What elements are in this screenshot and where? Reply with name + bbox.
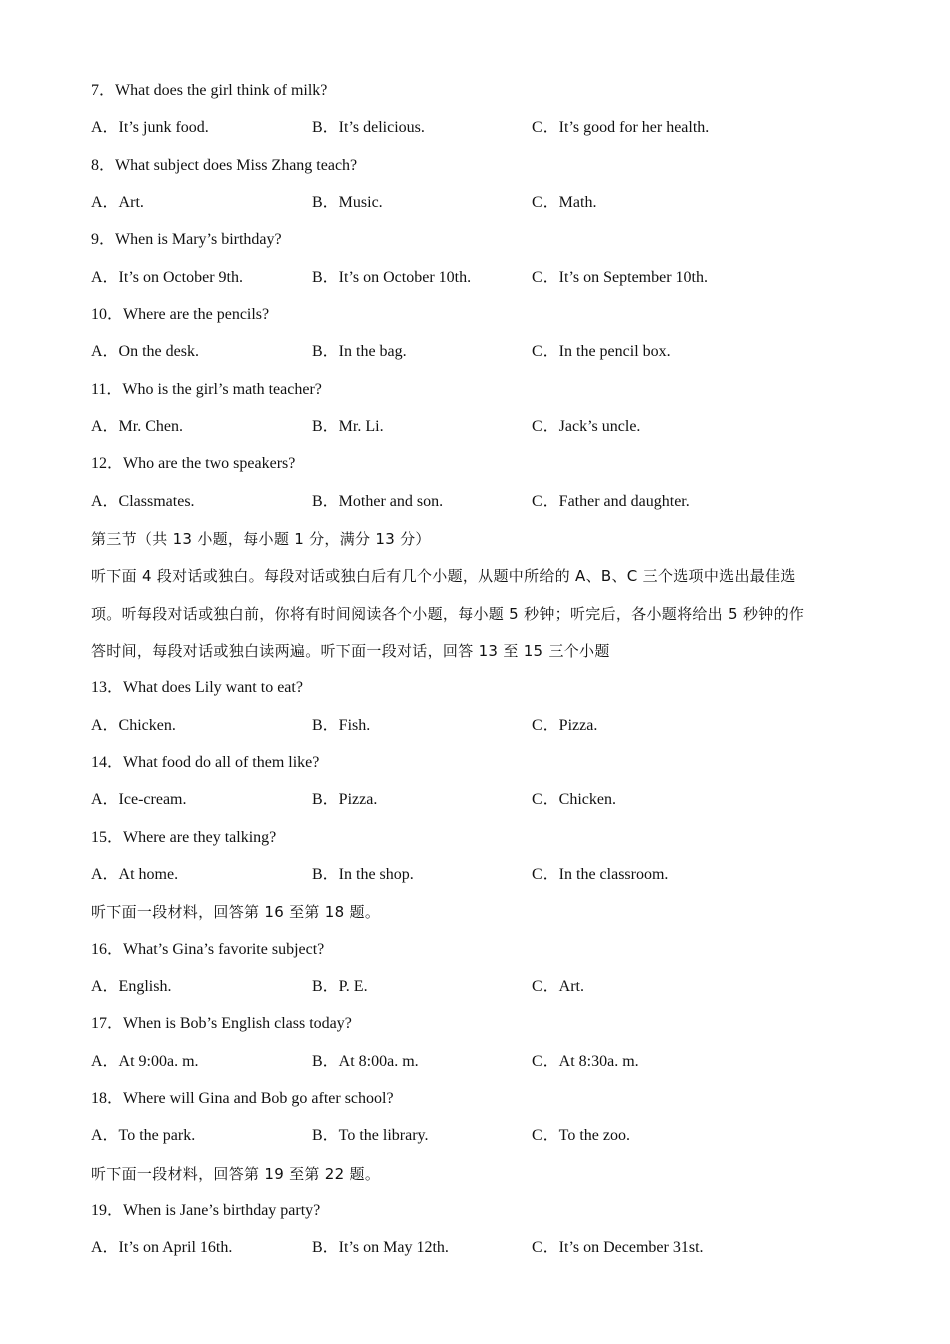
option-a: A．Chicken. — [91, 717, 176, 734]
option-c: C．It’s good for her health. — [532, 119, 710, 136]
option-a: A．It’s on October 9th. — [91, 269, 243, 286]
options-row — [91, 864, 870, 886]
options-row — [91, 789, 870, 811]
question-13: 13．What does Lily want to eat? — [91, 679, 303, 696]
option-b: B．Mr. Li. — [312, 418, 384, 435]
option-c: C．At 8:30a. m. — [532, 1053, 639, 1070]
option-b: B．To the library. — [312, 1127, 429, 1144]
option-b: B．It’s on October 10th. — [312, 269, 472, 286]
option-b: B．It’s delicious. — [312, 119, 425, 136]
option-c: C．In the pencil box. — [532, 343, 671, 360]
question-16: 16．What’s Gina’s favorite subject? — [91, 941, 325, 958]
option-c: C．In the classroom. — [532, 866, 669, 883]
options-row — [91, 341, 870, 363]
question-18: 18．Where will Gina and Bob go after school? — [91, 1090, 394, 1107]
question-12: 12．Who are the two speakers? — [91, 455, 296, 472]
option-a: A．To the park. — [91, 1127, 196, 1144]
option-b: B．P. E. — [312, 978, 368, 995]
options-row — [91, 1051, 870, 1073]
option-b: B．At 8:00a. m. — [312, 1053, 419, 1070]
question-9: 9．When is Mary’s birthday? — [91, 231, 282, 248]
options-row — [91, 715, 870, 737]
option-a: A．English. — [91, 978, 172, 995]
options-row — [91, 267, 870, 289]
option-b: B．In the shop. — [312, 866, 414, 883]
options-row — [91, 976, 870, 998]
option-a: A．On the desk. — [91, 343, 199, 360]
option-a: A．Art. — [91, 194, 144, 211]
option-a: A．At home. — [91, 866, 179, 883]
option-b: B．Pizza. — [312, 791, 378, 808]
option-b: B．Music. — [312, 194, 383, 211]
question-17: 17．When is Bob’s English class today? — [91, 1015, 352, 1032]
option-c: C．Pizza. — [532, 717, 598, 734]
option-c: C．Father and daughter. — [532, 493, 690, 510]
options-row — [91, 117, 870, 139]
question-14: 14．What food do all of them like? — [91, 754, 320, 771]
option-c: C．Chicken. — [532, 791, 616, 808]
question-8: 8．What subject does Miss Zhang teach? — [91, 157, 358, 174]
passage-instruction: 听下面一段材料，回答第 16 至第 18 题。 — [91, 903, 381, 921]
option-c: C．It’s on December 31st. — [532, 1239, 704, 1256]
option-b: B．In the bag. — [312, 343, 407, 360]
option-a: A．Ice-cream. — [91, 791, 187, 808]
options-row — [91, 192, 870, 214]
option-b: B．It’s on May 12th. — [312, 1239, 449, 1256]
instructions-line: 答时间，每段对话或独白读两遍。听下面一段对话，回答 13 至 15 三个小题 — [91, 642, 610, 660]
options-row — [91, 491, 870, 513]
options-row — [91, 1237, 870, 1259]
question-15: 15．Where are they talking? — [91, 829, 277, 846]
option-c: C．It’s on September 10th. — [532, 269, 708, 286]
instructions-line: 项。听每段对话或独白前，你将有时间阅读各个小题，每小题 5 秒钟；听完后，各小题将给出 5 秒钟的作 — [91, 605, 805, 623]
option-b: B．Mother and son. — [312, 493, 444, 510]
question-10: 10．Where are the pencils? — [91, 306, 270, 323]
options-row — [91, 1125, 870, 1147]
question-19: 19．When is Jane’s birthday party? — [91, 1202, 321, 1219]
question-11: 11．Who is the girl’s math teacher? — [91, 381, 322, 398]
option-a: A．It’s on April 16th. — [91, 1239, 233, 1256]
option-a: A．Mr. Chen. — [91, 418, 184, 435]
option-c: C．To the zoo. — [532, 1127, 630, 1144]
option-c: C．Jack’s uncle. — [532, 418, 641, 435]
option-a: A．Classmates. — [91, 493, 195, 510]
option-c: C．Math. — [532, 194, 597, 211]
section-heading: 第三节（共 13 小题，每小题 1 分，满分 13 分） — [91, 530, 431, 548]
option-c: C．Art. — [532, 978, 585, 995]
passage-instruction: 听下面一段材料，回答第 19 至第 22 题。 — [91, 1165, 381, 1183]
options-row — [91, 416, 870, 438]
option-a: A．At 9:00a. m. — [91, 1053, 199, 1070]
option-a: A．It’s junk food. — [91, 119, 209, 136]
option-b: B．Fish. — [312, 717, 371, 734]
question-7: 7．What does the girl think of milk? — [91, 82, 328, 99]
instructions-line: 听下面 4 段对话或独白。每段对话或独白后有几个小题，从题中所给的 A、B、C 三个选项中选出最佳选 — [91, 567, 796, 585]
